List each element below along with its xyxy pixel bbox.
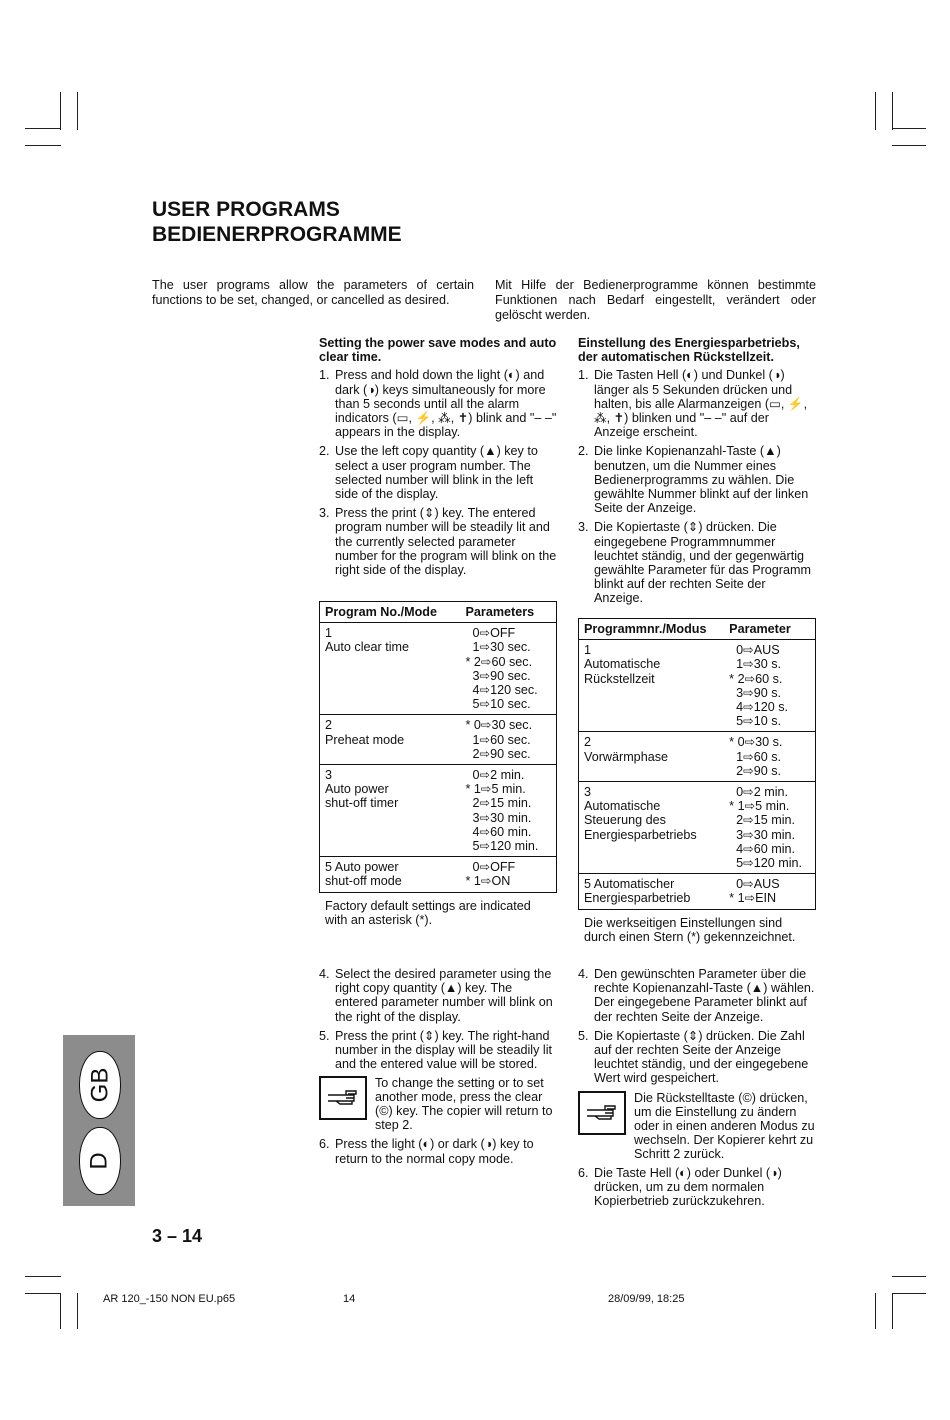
- crop-mark: [892, 1276, 926, 1277]
- page-number: 3 – 14: [152, 1226, 203, 1246]
- list-item: 2. Use the left copy quantity (▲) key to select a user program number. The selected number will blink in the left side of the display.: [319, 444, 538, 502]
- table-header: Programmnr./Modus: [579, 619, 725, 640]
- crop-mark: [77, 92, 78, 130]
- title-en: USER PROGRAMS: [152, 198, 340, 221]
- list-item: 4. Den gewünschten Parameter über die rechte Kopienanzahl-Taste (▲) wählen. Der eingegebene Parameter blinkt auf der rechten Seite der Anzeige.: [578, 967, 815, 1024]
- intro-en: The user programs allow the parameters of certain functions to be set, changed, or cancelled as desired.: [152, 278, 474, 308]
- list-item: 1. Press and hold down the light (◐) and dark (◑) keys simultaneously for more than 5 seconds until all the alarm indicators (▭, ⚡, ⁂, ✝) blink and "– –" appears in the display.: [319, 368, 557, 440]
- footer-page: 14: [343, 1293, 356, 1305]
- list-item: 1. Die Tasten Hell (◐) und Dunkel (◑) länger als 5 Sekunden drücken und halten, bis alle Alarmanzeigen (▭, ⚡, ⁂, ✝) blinken und "– –" auf der Anzeige erscheint.: [578, 368, 808, 440]
- table-row: 1 Auto clear time 0⇨OFF 1⇨30 sec. * 2⇨60 sec. 3⇨90 sec. 4⇨120 sec. 5⇨10 sec.: [320, 623, 557, 715]
- list-item: 2. Die linke Kopienanzahl-Taste (▲) benutzen, um die Nummer eines Bedienerprogramms zu wählen. Die gewählte Nummer blinkt auf der linken Seite der Anzeige.: [578, 444, 809, 516]
- crop-mark: [25, 145, 61, 146]
- pointing-hand-icon: [578, 1091, 626, 1135]
- table-row: 2 Vorwärmphase * 0⇨30 s. 1⇨60 s. 2⇨90 s.: [579, 732, 816, 782]
- section-heading: Setting the power save modes and auto clear time.: [319, 336, 557, 365]
- steps-list: [319, 368, 557, 577]
- steps-list: [319, 1137, 557, 1165]
- page-title: [152, 197, 402, 247]
- list-item: 5. Press the print (⇕) key. The right-hand number in the display will be steadily lit and the entered value will be stored.: [319, 1028, 552, 1072]
- table-row: 5 Auto power shut-off mode 0⇨OFF * 1⇨ON: [320, 857, 557, 892]
- table-note: Die werkseitigen Einstellungen sind durch einen Stern (*) gekennzeichnet.: [584, 915, 796, 944]
- crop-mark: [60, 1293, 61, 1329]
- table-row: 3 Auto power shut-off timer 0⇨2 min. * 1⇨5 min. 2⇨15 min. 3⇨30 min. 4⇨60 min. 5⇨120 min.: [320, 765, 557, 857]
- footer-date: 28/09/99, 18:25: [608, 1293, 685, 1305]
- english-column-lower: [319, 967, 557, 1171]
- table-row: 1 Automatische Rückstellzeit 0⇨AUS 1⇨30 s. * 2⇨60 s. 3⇨90 s. 4⇨120 s. 5⇨10 s.: [579, 640, 816, 732]
- pointing-hand-icon: [319, 1076, 367, 1120]
- crop-mark: [77, 1293, 78, 1329]
- crop-mark: [875, 92, 876, 130]
- german-column-lower: [578, 967, 816, 1213]
- section-heading: Einstellung des Energiesparbetriebs, der automatischen Rückstellzeit.: [578, 336, 800, 365]
- language-badge-gb: GB: [79, 1051, 121, 1119]
- list-item: 4. Select the desired parameter using the right copy quantity (▲) key. The entered parameter number will blink on the right of the display.: [319, 967, 553, 1024]
- crop-mark: [892, 128, 926, 129]
- table-row: 3 Automatische Steuerung des Energiesparbetriebs 0⇨2 min. * 1⇨5 min. 2⇨15 min. 3⇨30 min. 4⇨60 min. 5⇨120 min.: [579, 782, 816, 874]
- crop-mark: [892, 92, 893, 130]
- crop-mark: [892, 145, 926, 146]
- steps-list: [578, 1166, 816, 1209]
- program-table-en: [319, 601, 557, 927]
- steps-list: [319, 967, 557, 1071]
- list-item: 3. Press the print (⇕) key. The entered program number will be steadily lit and the currently selected parameter number for the program will blink on the right side of the display.: [319, 506, 557, 578]
- list-item: 5. Die Kopiertaste (⇕) drücken. Die Zahl auf der rechten Seite der Anzeige leuchtet ständig, und der eingegebene Wert wird gespeichert.: [578, 1028, 809, 1086]
- title-de: BEDIENERPROGRAMME: [152, 223, 402, 246]
- steps-list: [578, 368, 816, 605]
- table-header: Parameters: [461, 602, 557, 623]
- crop-mark: [875, 1293, 876, 1329]
- table-row: 5 Automatischer Energiesparbetrieb 0⇨AUS * 1⇨EIN: [579, 874, 816, 909]
- language-tab: [63, 1035, 135, 1206]
- intro-de: Mit Hilfe der Bedienerprogramme können bestimmte Funktionen nach Bedarf eingestellt, verändert oder gelöscht werden.: [495, 278, 816, 323]
- crop-mark: [892, 1293, 926, 1294]
- crop-mark: [25, 128, 61, 129]
- table-header: Parameter: [724, 619, 815, 640]
- footer-file: AR 120_-150 NON EU.p65: [103, 1293, 236, 1305]
- crop-mark: [892, 1293, 893, 1329]
- crop-mark: [25, 1276, 61, 1277]
- steps-list: [578, 967, 816, 1086]
- table-note: Factory default settings are indicated with an asterisk (*).: [325, 898, 531, 927]
- crop-mark: [60, 92, 61, 130]
- list-item: 6. Press the light (◐) or dark (◑) key to return to the normal copy mode.: [319, 1137, 534, 1166]
- english-column: [319, 336, 557, 582]
- list-item: 6. Die Taste Hell (◐) oder Dunkel (◑) drücken, um zu dem normalen Kopierbetrieb zurückzukehren.: [578, 1165, 782, 1209]
- table-header: Program No./Mode: [320, 602, 461, 623]
- note-text: To change the setting or to set another mode, press the clear (©) key. The copier will return to step 2.: [375, 1076, 553, 1133]
- german-column: [578, 336, 816, 611]
- list-item: 3. Die Kopiertaste (⇕) drücken. Die eingegebene Programmnummer leuchtet ständig, und der gegenwärtig gewählte Parameter für das Programm blinkt auf der rechten Seite der Anzeige.: [578, 520, 811, 606]
- note-text: Die Rückstelltaste (©) drücken, um die Einstellung zu ändern oder in einen anderen Modus zu wechseln. Der Kopierer kehrt zu Schritt 2 zurück.: [634, 1090, 815, 1161]
- table-row: 2 Preheat mode * 0⇨30 sec. 1⇨60 sec. 2⇨90 sec.: [320, 715, 557, 765]
- crop-mark: [25, 1293, 61, 1294]
- language-badge-d: D: [79, 1127, 121, 1195]
- program-table-de: [578, 618, 816, 944]
